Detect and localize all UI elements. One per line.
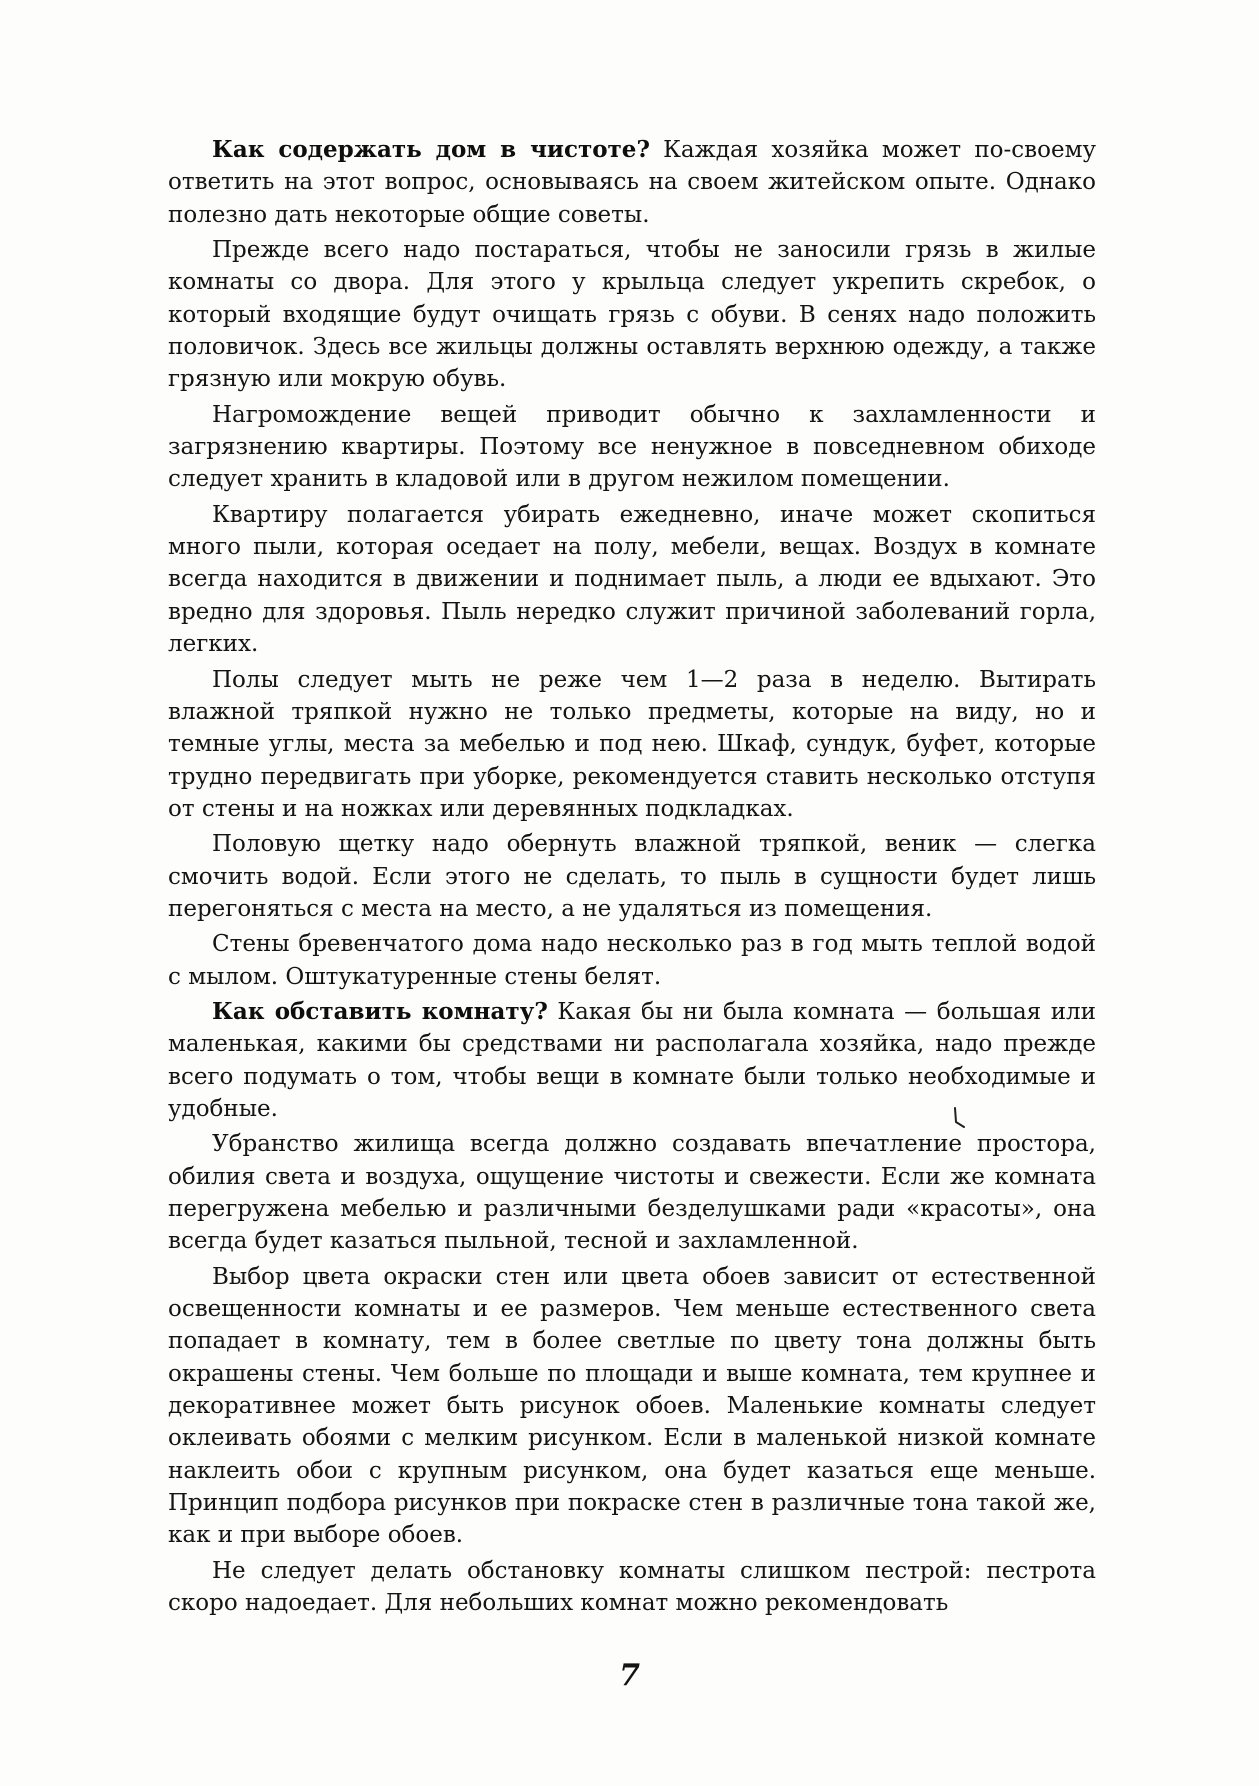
- paragraph-4: [168, 499, 1096, 661]
- section-heading-furnishing: Как обставить комнату?: [212, 997, 548, 1025]
- page-number: 7: [619, 1658, 640, 1693]
- paragraph-10: [168, 1261, 1096, 1552]
- paragraph-text: Полы следует мыть не реже чем 1—2 раза в неделю. Вытирать влажной тряпкой нужно не только предметы, которые на виду, но и темные углы, места за мебелью и под нею. Шкаф, сундук, буфет, которые трудно передвигать при уборке, рекомендуется ставить несколько отступя от стены и на ножках или деревянных подкладках.: [168, 666, 1096, 822]
- paragraph-text: Прежде всего надо постараться, чтобы не заносили грязь в жилые комнаты со двора. Для этого у крыльца следует укрепить скребок, о который входящие будут очищать грязь с обуви. В сенях надо положить половичок. Здесь все жильцы должны оставлять верхнюю одежду, а также грязную или мокрую обувь.: [168, 237, 1096, 393]
- paragraph-text: Нагромождение вещей приводит обычно к захламленности и загрязнению квартиры. Поэтому все ненужное в повседневном обиходе следует хранить в кладовой или в другом нежилом помещении.: [168, 401, 1096, 493]
- paragraph-text: Квартиру полагается убирать ежедневно, иначе может скопиться много пыли, которая оседает на полу, мебели, вещах. Воздух в комнате всегда находится в движении и поднимает пыль, а люди ее вдыхают. Это вредно для здоровья. Пыль нередко служит причиной заболеваний горла, легких.: [168, 501, 1096, 658]
- section-heading-cleanliness: Как содержать дом в чистоте?: [212, 136, 650, 163]
- paragraph-text: Не следует делать обстановку комнаты слишком пестрой: пестрота скоро надоедает. Для небольших комнат можно рекомендовать: [168, 1557, 1096, 1617]
- paragraph-6: [168, 828, 1096, 925]
- paragraph-5: [168, 664, 1096, 826]
- paragraph-9: [168, 1128, 1096, 1257]
- paragraph-2: [168, 234, 1096, 396]
- paragraph-text: Половую щетку надо обернуть влажной тряпкой, веник — слегка смочить водой. Если этого не сделать, то пыль в сущности будет лишь перегоняться с места на место, а не удаляться из помещения.: [168, 831, 1096, 922]
- paragraph-1: [168, 134, 1096, 231]
- paragraph-7: [168, 928, 1096, 993]
- paragraph-3: [168, 399, 1096, 496]
- body-text: [168, 134, 1096, 1622]
- paragraph-text: Выбор цвета окраски стен или цвета обоев зависит от естественной освещенности комнаты и ее размеров. Чем меньше естественного света попадает в комнату, тем в более светлые по цвету тона должны быть окрашены стены. Чем больше по площади и выше комната, тем крупнее и декоративнее может быть рисунок обоев. Маленькие комнаты следует оклеивать обоями с мелким рисунком. Если в маленькой низкой комнате наклеить обои с крупным рисунком, она будет казаться еще меньше. Принцип подбора рисунков при покраске стен в различные тона такой же, как и при выборе обоев.: [168, 1263, 1096, 1549]
- paragraph-text: Какая бы ни была комната — большая или маленькая, какими бы средствами ни располагала хозяйка, надо прежде всего подумать о том, чтобы вещи в комнате были только необходимые и удобные.: [168, 998, 1096, 1122]
- paragraph-text: Убранство жилища всегда должно создавать впечатление простора, обилия света и воздуха, ощущение чистоты и свежести. Если же комната перегружена мебелью и различными безделушками ради «красоты», она всегда будет казаться пыльной, тесной и захламленной.: [168, 1131, 1096, 1255]
- paragraph-text: Каждая хозяйка может по-своему ответить на этот вопрос, основываясь на своем житейском опыте. Однако полезно дать некоторые общие советы.: [168, 137, 1096, 228]
- paragraph-11: [168, 1555, 1096, 1620]
- paragraph-text: Стены бревенчатого дома надо несколько раз в год мыть теплой водой с мылом. Оштукатуренные стены белят.: [168, 931, 1096, 990]
- pen-mark: [951, 1106, 969, 1128]
